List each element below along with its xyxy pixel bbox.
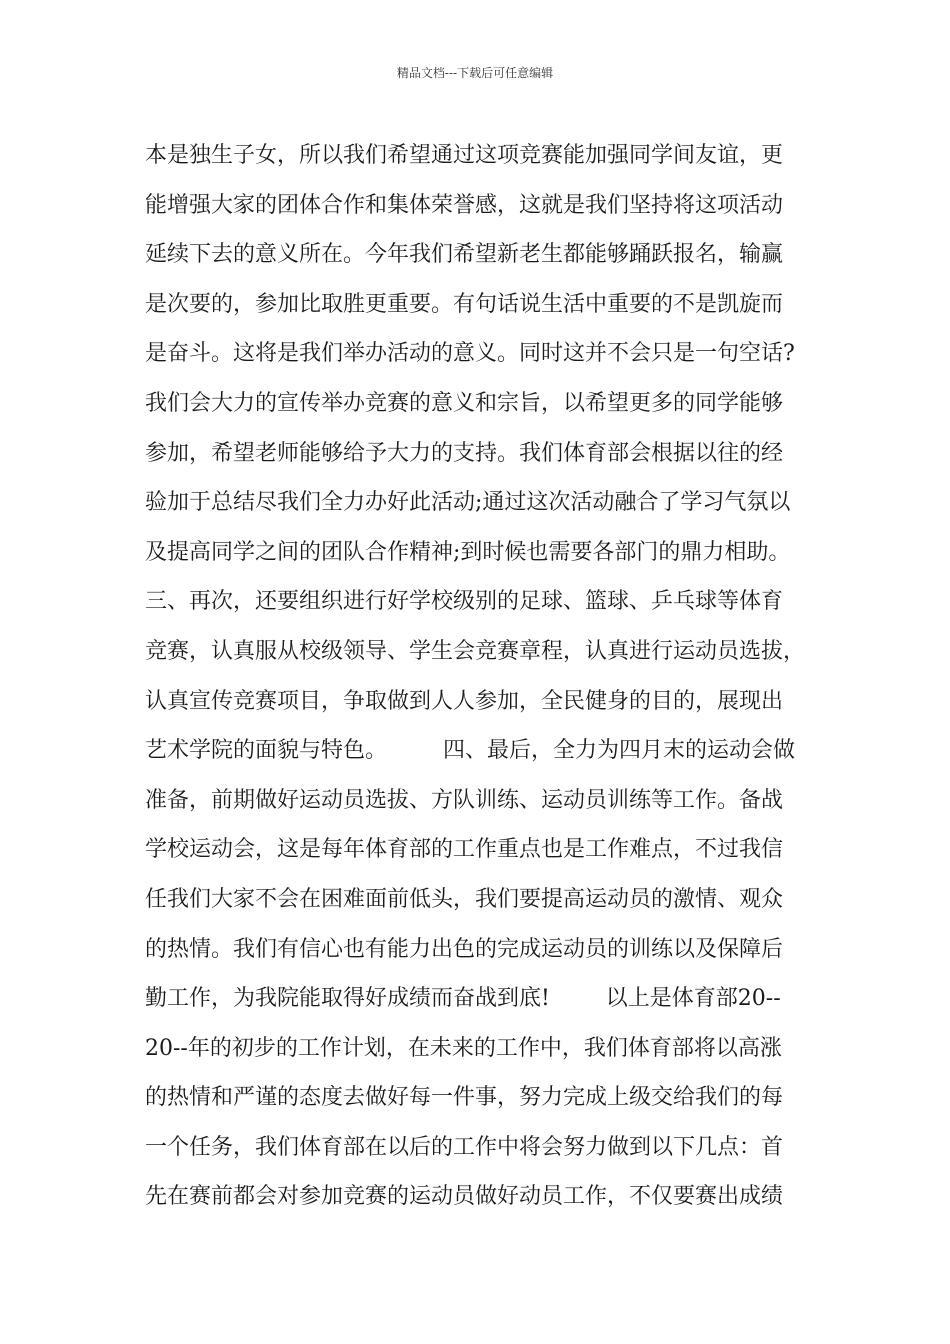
text-line: 任我们大家不会在困难面前低头，我们要提高运动员的激情、观众	[145, 886, 784, 912]
text-line: 竞赛，认真服从校级领导、学生会竞赛章程，认真进行运动员选拔，	[145, 638, 806, 664]
text-line: 一个任务，我们体育部在以后的工作中将会努力做到以下几点：首	[145, 1134, 784, 1160]
text-line: 本是独生子女，所以我们希望通过这项竞赛能加强同学间友谊，更	[145, 143, 784, 168]
text-line: 能增强大家的团体合作和集体荣誉感，这就是我们坚持将这项活动	[145, 192, 784, 218]
text-line: 及提高同学之间的团队合作精神;到时候也需要各部门的鼎力相助。	[145, 539, 791, 565]
text-line: 三、再次，还要组织进行好学校级别的足球、篮球、乒乓球等体育	[145, 589, 784, 615]
text-line: 的热情和严谨的态度去做好每一件事，努力完成上级交给我们的每	[145, 1085, 784, 1111]
text-line: 的热情。我们有信心也有能力出色的完成运动员的训练以及保障后	[145, 936, 784, 962]
text-line: 认真宣传竞赛项目，争取做到人人参加，全民健身的目的，展现出	[145, 688, 784, 714]
text-line: 学校运动会，这是每年体育部的工作重点也是工作难点，不过我信	[145, 837, 784, 863]
text-line: 勤工作，为我院能取得好成绩而奋战到底! 以上是体育部20--	[145, 986, 781, 1012]
page-header: 精品文档---下载后可任意编辑	[396, 66, 554, 80]
text-line: 验加于总结尽我们全力办好此活动;通过这次活动融合了学习气氛以	[145, 490, 791, 516]
text-line: 我们会大力的宣传举办竞赛的意义和宗旨，以希望更多的同学能够	[145, 390, 784, 416]
text-line: 延续下去的意义所在。今年我们希望新老生都能够踊跃报名，输赢	[145, 242, 784, 268]
text-line: 先在赛前都会对参加竞赛的运动员做好动员工作，不仅要赛出成绩	[145, 1184, 784, 1210]
text-line: 准备，前期做好运动员选拔、方队训练、运动员训练等工作。备战	[145, 787, 784, 813]
text-line: 是次要的，参加比取胜更重要。有句话说生活中重要的不是凯旋而	[145, 291, 784, 317]
text-line: 参加，希望老师能够给予大力的支持。我们体育部会根据以往的经	[145, 440, 784, 466]
body-text	[145, 131, 825, 1222]
text-line: 20--年的初步的工作计划，在未来的工作中，我们体育部将以高涨	[145, 1035, 782, 1061]
text-line: 是奋斗。这将是我们举办活动的意义。同时这并不会只是一句空话?	[145, 341, 795, 367]
text-line: 艺术学院的面貌与特色。 四、最后，全力为四月末的运动会做	[145, 738, 795, 764]
